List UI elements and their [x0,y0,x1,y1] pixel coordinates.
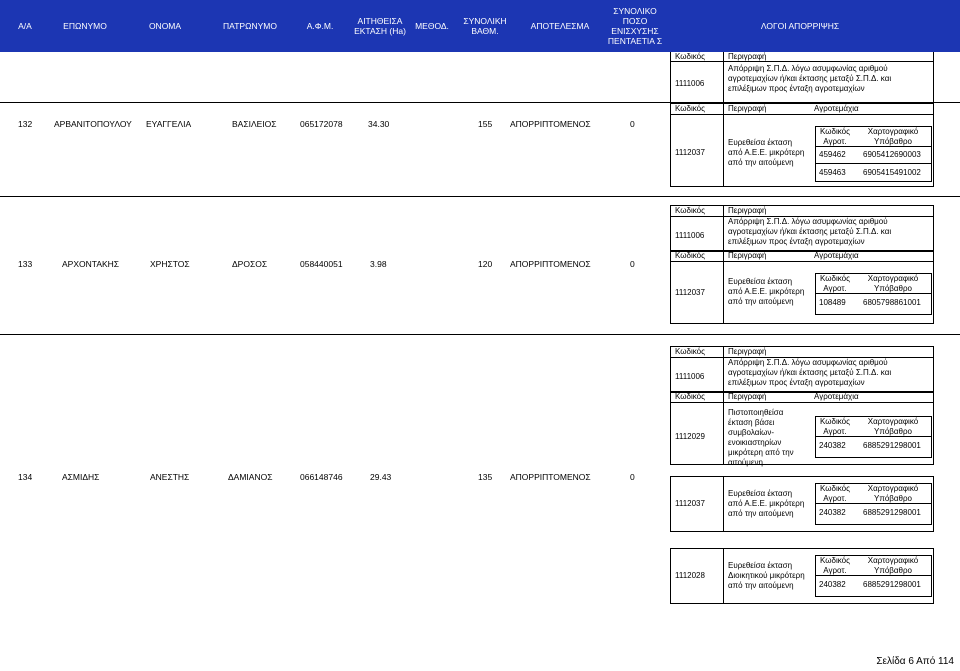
map-code: 6905415491002 [863,168,921,177]
header-result: ΑΠΟΤΕΛΕΣΜΑ [530,21,590,31]
cell-name: ΧΡΗΣΤΟΣ [150,259,190,269]
cell-father: ΔΑΜΙΑΝΟΣ [228,472,273,482]
cell-sum: 0 [630,119,635,129]
reason-desc: Ευρεθείσα έκταση από Α.Ε.Ε. μικρότερη από την αιτούμενη [728,277,805,306]
plot-code: 108489 [819,298,846,307]
cell-sum: 0 [630,259,635,269]
plots-label: Αγροτεμάχια [814,392,859,401]
plot-code-label: Κωδικός Αγροτ. [820,556,850,575]
plot-code: 459463 [819,168,846,177]
desc-label: Περιγραφή [728,52,767,61]
cell-name: ΑΝΕΣΤΗΣ [150,472,190,482]
plots-table [815,555,932,597]
map-code: 6805798861001 [863,298,921,307]
map-label: Χαρτογραφικό Υπόβαθρο [867,484,919,503]
map-code: 6885291298001 [863,580,921,589]
cell-father: ΔΡΟΣΟΣ [232,259,268,269]
reason-box-continued [670,52,934,103]
table-header [0,0,960,52]
table-row [0,196,960,335]
code-label: Κωδικός [675,251,705,260]
reason-desc: Ευρεθείσα έκταση από Α.Ε.Ε. μικρότερη από την αιτούμενη [728,138,805,167]
plot-code-label: Κωδικός Αγροτ. [820,274,850,293]
code-label: Κωδικός [675,206,705,215]
page-number: Σελίδα 6 Από 114 [876,656,954,667]
map-label: Χαρτογραφικό Υπόβαθρο [867,127,919,146]
header-surname: ΕΠΩΝΥΜΟ [63,21,107,31]
cell-name: ΕΥΑΓΓΕΛΙΑ [146,119,192,129]
cell-score: 135 [478,472,493,482]
cell-area: 3.98 [370,259,387,269]
header-name: ΟΝΟΜΑ [148,21,182,31]
map-code: 6885291298001 [863,441,921,450]
desc-label: Περιγραφή [728,392,767,401]
code-label: Κωδικός [675,104,705,113]
desc-label: Περιγραφή [728,251,767,260]
cell-afm: 066148746 [300,472,343,482]
header-reasons: ΛΟΓΟΙ ΑΠΟΡΡΙΨΗΣ [760,21,840,31]
cell-area: 29.43 [370,472,392,482]
plots-table [815,273,932,315]
code-label: Κωδικός [675,347,705,356]
cell-score: 155 [478,119,493,129]
map-code: 6885291298001 [863,508,921,517]
map-code: 6905412690003 [863,150,921,159]
cell-aa: 134 [18,472,33,482]
reason-desc: Ευρεθείσα έκταση από Α.Ε.Ε. μικρότερη από την αιτούμενη [728,489,805,518]
map-label: Χαρτογραφικό Υπόβαθρο [867,274,919,293]
header-sum: ΣΥΝΟΛΙΚΟ ΠΟΣΟ ΕΝΙΣΧΥΣΗΣ ΠΕΝΤΑΕΤΙΑ Σ [607,6,663,46]
cell-score: 120 [478,259,493,269]
reason-box [670,205,934,252]
plots-table [815,483,932,525]
reason-desc: Πιστοποιηθείσα έκταση βάσει συμβολαίων-ενοικιαστηρίων μικρότερη από την αιτούμενη [728,408,794,467]
plots-label: Αγροτεμάχια [814,251,859,260]
header-score: ΣΥΝΟΛΙΚΗ ΒΑΘΜ. [463,16,507,36]
plot-code: 240382 [819,441,846,450]
reason-code: 1111006 [675,79,705,88]
reason-box [670,103,934,187]
reason-box [670,548,934,604]
reason-box [670,250,934,324]
desc-label: Περιγραφή [728,104,767,113]
cell-afm: 058440051 [300,259,343,269]
map-label: Χαρτογραφικό Υπόβαθρο [867,417,919,436]
plot-code: 240382 [819,580,846,589]
reason-code: 1112028 [675,571,705,580]
header-aa: Α/Α [18,21,32,31]
header-father: ΠΑΤΡΩΝΥΜΟ [223,21,277,31]
map-label: Χαρτογραφικό Υπόβαθρο [867,556,919,575]
reason-code: 1112029 [675,432,705,441]
reason-code: 1112037 [675,148,705,157]
reason-desc: Ευρεθείσα έκταση Διοικητικού μικρότερη από την αιτούμενη [728,561,805,590]
reason-box [670,476,934,532]
cell-result: ΑΠΟΡΡΙΠΤΟΜΕΝΟΣ [510,119,591,129]
reason-box [670,346,934,393]
reason-box [670,391,934,465]
table-row [0,102,960,197]
plot-code-label: Κωδικός Αγροτ. [820,127,850,146]
cell-area: 34.30 [368,119,390,129]
reason-desc: Απόρριψη Σ.Π.Δ. λόγω ασυμφωνίας αριθμού αγροτεμαχίων ή/και έκτασης μεταξύ Σ.Π.Δ. και επιλέξιμων προς ένταξη αγροτεμαχίων [728,217,892,246]
cell-surname: ΑΡΧΟΝΤΑΚΗΣ [62,259,120,269]
plots-table [815,416,932,458]
plots-label: Αγροτεμάχια [814,104,859,113]
plot-code: 240382 [819,508,846,517]
desc-label: Περιγραφή [728,206,767,215]
cell-result: ΑΠΟΡΡΙΠΤΟΜΕΝΟΣ [510,259,591,269]
plot-code: 459462 [819,150,846,159]
cell-sum: 0 [630,472,635,482]
header-method: ΜΕΘΟΔ. [415,21,449,31]
reason-code: 1112037 [675,499,705,508]
plot-code-label: Κωδικός Αγροτ. [820,484,850,503]
cell-father: ΒΑΣΙΛΕΙΟΣ [232,119,277,129]
reason-code: 1112037 [675,288,705,297]
code-label: Κωδικός [675,392,705,401]
cell-result: ΑΠΟΡΡΙΠΤΟΜΕΝΟΣ [510,472,591,482]
header-area: ΑΙΤΗΘΕΙΣΑ ΕΚΤΑΣΗ (Ha) [354,16,406,36]
cell-afm: 065172078 [300,119,343,129]
code-label: Κωδικός [675,52,705,61]
table-row [0,336,960,637]
cell-aa: 133 [18,259,33,269]
header-afm: Α.Φ.Μ. [306,21,334,31]
reason-code: 1111006 [675,231,705,240]
plot-code-label: Κωδικός Αγροτ. [820,417,850,436]
reason-desc: Απόρριψη Σ.Π.Δ. λόγω ασυμφωνίας αριθμού αγροτεμαχίων ή/και έκτασης μεταξύ Σ.Π.Δ. και επιλέξιμων προς ένταξη αγροτεμαχίων [728,358,892,387]
plots-table [815,126,932,182]
cell-surname: ΑΣΜΙΔΗΣ [62,472,100,482]
reason-code: 1111006 [675,372,705,381]
desc-label: Περιγραφή [728,347,767,356]
cell-surname: ΑΡΒΑΝΙΤΟΠΟΥΛΟΥ [54,119,132,129]
cell-aa: 132 [18,119,33,129]
reason-desc: Απόρριψη Σ.Π.Δ. λόγω ασυμφωνίας αριθμού αγροτεμαχίων ή/και έκτασης μεταξύ Σ.Π.Δ. και επιλέξιμων προς ένταξη αγροτεμαχίων [728,64,892,93]
